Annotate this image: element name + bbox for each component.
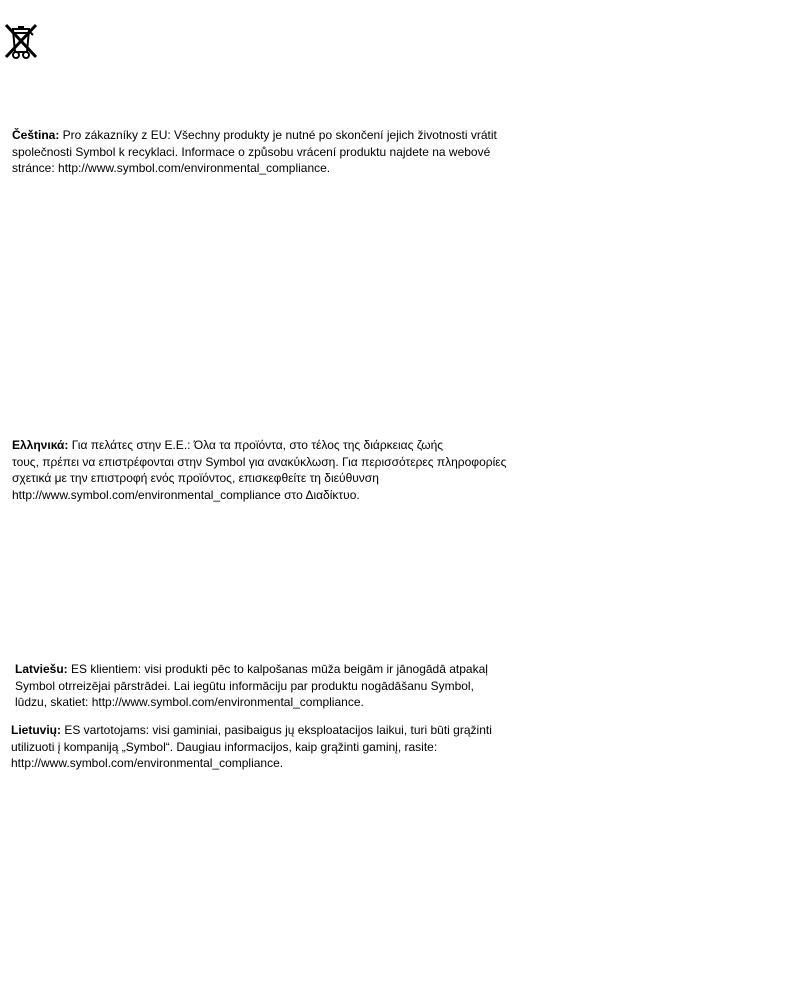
czech-line-1: Pro zákazníky z EU: Všechny produkty je nutné po skončení jejich životnosti vrátit xyxy=(59,128,497,142)
lithuanian-line-1: ES vartotojams: visi gaminiai, pasibaigus jų eksploatacijos laikui, turi būti grąžinti xyxy=(61,723,492,737)
latvian-paragraph xyxy=(15,661,488,711)
latvian-line-3: lūdzu, skatiet: http://www.symbol.com/environmental_compliance. xyxy=(15,695,364,709)
greek-line-4: http://www.symbol.com/environmental_compliance στο Διαδίκτυο. xyxy=(12,487,360,502)
lithuanian-language-label: Lietuvių: xyxy=(11,723,61,737)
czech-paragraph xyxy=(12,127,497,177)
latvian-language-label: Latviešu: xyxy=(15,662,68,676)
greek-language-label: Ελληνικά: xyxy=(12,438,69,452)
latvian-line-2: Symbol otrreizējai pārstrādei. Lai iegūtu informāciju par produktu nogādāšanu Symbol, xyxy=(15,678,474,693)
czech-line-2: společnosti Symbol k recyklaci. Informace o způsobu vrácení produktu najdete na webové xyxy=(12,144,491,159)
crossed-out-wheelie-bin-icon xyxy=(3,22,39,60)
czech-line-3: stránce: http://www.symbol.com/environmental_compliance. xyxy=(12,161,331,175)
lithuanian-line-2: utilizuoti į kompaniją „Symbol“. Daugiau informacijos, kaip grąžinti gaminį, rasite: xyxy=(11,739,438,754)
greek-line-3: σχετικά με την επιστροφή ενός προϊόντος, επισκεφθείτε τη διεύθυνση xyxy=(12,471,379,485)
greek-paragraph xyxy=(12,437,506,503)
lithuanian-paragraph xyxy=(11,722,492,772)
czech-language-label: Čeština: xyxy=(12,128,60,142)
latvian-line-1: ES klientiem: visi produkti pēc to kalpošanas mūža beigām ir jānogādā atpakaļ xyxy=(67,662,488,676)
greek-line-1: Για πελάτες στην Ε.Ε.: Όλα τα προϊόντα, στο τέλος της διάρκειας ζωής xyxy=(68,438,444,452)
greek-line-2: τους, πρέπει να επιστρέφονται στην Symbol για ανακύκλωση. Για περισσότερες πληροφορίες xyxy=(12,454,507,469)
lithuanian-line-3: http://www.symbol.com/environmental_compliance. xyxy=(11,756,284,770)
